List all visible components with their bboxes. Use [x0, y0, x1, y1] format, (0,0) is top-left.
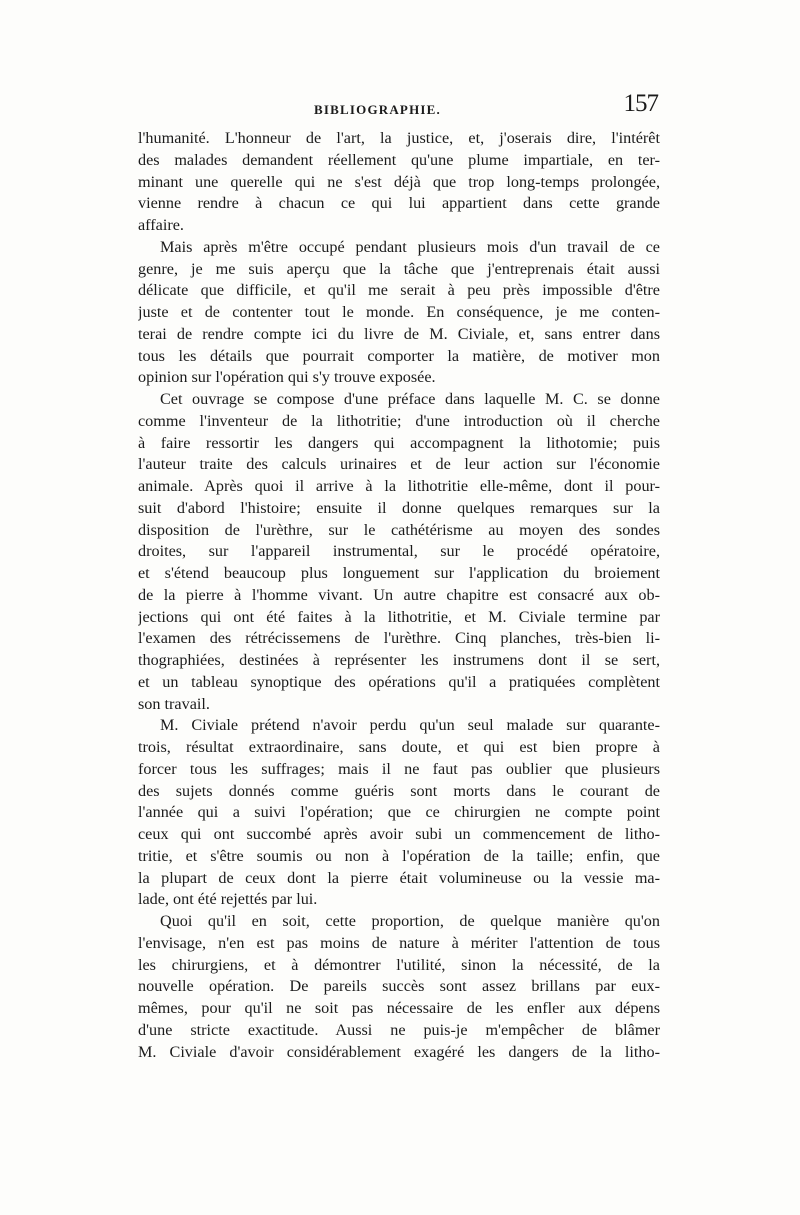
- text-line: disposition de l'urèthre, sur le cathétérisme au moyen des sondes: [138, 520, 660, 539]
- text-line: nouvelle opération. De pareils succès sont assez brillans par eux-: [138, 977, 660, 996]
- text-line: des sujets donnés comme guéris sont morts dans le courant de: [138, 781, 660, 800]
- text-line: juste et de contenter tout le monde. En conséquence, je me conten-: [138, 303, 660, 321]
- text-line: trois, résultat extraordinaire, sans doute, et qui est bien propre à: [138, 738, 660, 756]
- page-header: [138, 92, 660, 126]
- text-line: M. Civiale d'avoir considérablement exagéré les dangers de la litho-: [138, 1042, 660, 1061]
- text-line: tous les détails que pourrait comporter la matière, de motiver mon: [138, 346, 660, 365]
- text-line: Quoi qu'il en soit, cette proportion, de quelque manière qu'on: [160, 912, 660, 930]
- text-line: d'une stricte exactitude. Aussi ne puis-je m'empêcher de blâmer: [138, 1020, 660, 1039]
- text-line: tritie, et s'être soumis ou non à l'opération de la taille; enfin, que: [138, 846, 660, 865]
- text-line: de la pierre à l'homme vivant. Un autre chapitre est consacré aux ob-: [138, 585, 660, 604]
- text-line: et s'étend beaucoup plus longuement sur l'application du broiement: [138, 564, 660, 582]
- text-line: à faire ressortir les dangers qui accompagnent la lithotomie; puis: [138, 433, 660, 452]
- text-line: forcer tous les suffrages; mais il ne faut pas oublier que plusieurs: [138, 759, 660, 778]
- text-line: délicate que difficile, et qu'il me serait à peu près impossible d'être: [138, 281, 660, 300]
- text-line: jections qui ont été faites à la lithotritie, et M. Civiale termine par: [138, 607, 660, 626]
- text-line: affaire.: [138, 216, 184, 234]
- text-line: et un tableau synoptique des opérations qu'il a pratiquées complètent: [138, 672, 660, 691]
- text-line: mêmes, pour qu'il ne soit pas nécessaire de les enfler aux dépens: [138, 999, 660, 1017]
- text-line: les chirurgiens, et à démontrer l'utilité, sinon la nécessité, de la: [138, 955, 660, 974]
- running-head: BIBLIOGRAPHIE.: [314, 102, 441, 117]
- text-line: l'envisage, n'en est pas moins de nature à mériter l'attention de tous: [138, 933, 660, 952]
- text-line: son travail.: [138, 694, 210, 713]
- text-line: l'année qui a suivi l'opération; que ce chirurgien ne compte point: [138, 803, 660, 822]
- text-line: comme l'inventeur de la lithotritie; d'une introduction où il cherche: [138, 411, 660, 430]
- text-line: des malades demandent réellement qu'une plume impartiale, en ter-: [138, 150, 660, 169]
- text-line: l'examen des rétrécissemens de l'urèthre. Cinq planches, très-bien li-: [138, 629, 660, 648]
- text-line: suit d'abord l'histoire; ensuite il donne quelques remarques sur la: [138, 498, 660, 517]
- text-line: vienne rendre à chacun ce qui lui appartient dans cette grande: [138, 194, 660, 213]
- text-line: thographiées, destinées à représenter les instrumens dont il se sert,: [138, 651, 660, 669]
- text-line: M. Civiale prétend n'avoir perdu qu'un seul malade sur quarante-: [160, 716, 660, 735]
- body-text: [138, 128, 660, 1063]
- text-line: terai de rendre compte ici du livre de M. Civiale, et, sans entrer dans: [138, 324, 660, 343]
- text-line: droites, sur l'appareil instrumental, sur le procédé opératoire,: [138, 542, 660, 561]
- text-line: Cet ouvrage se compose d'une préface dans laquelle M. C. se donne: [160, 390, 660, 408]
- text-line: minant une querelle qui ne s'est déjà que trop long-temps prolongée,: [138, 172, 660, 191]
- text-line: lade, ont été rejettés par lui.: [138, 890, 318, 909]
- text-line: Mais après m'être occupé pendant plusieurs mois d'un travail de ce: [160, 237, 660, 256]
- text-line: ceux qui ont succombé après avoir subi un commencement de litho-: [138, 825, 660, 843]
- text-line: l'auteur traite des calculs urinaires et de leur action sur l'économie: [138, 455, 660, 474]
- text-line: genre, je me suis aperçu que la tâche que j'entreprenais était aussi: [138, 259, 660, 278]
- text-line: animale. Après quoi il arrive à la lithotritie elle-même, dont il pour-: [138, 477, 660, 495]
- text-line: opinion sur l'opération qui s'y trouve exposée.: [138, 368, 436, 387]
- text-line: la plupart de ceux dont la pierre était volumineuse ou la vessie ma-: [138, 868, 660, 887]
- text-line: l'humanité. L'honneur de l'art, la justice, et, j'oserais dire, l'intérêt: [138, 129, 660, 147]
- page-number: 157: [623, 90, 658, 117]
